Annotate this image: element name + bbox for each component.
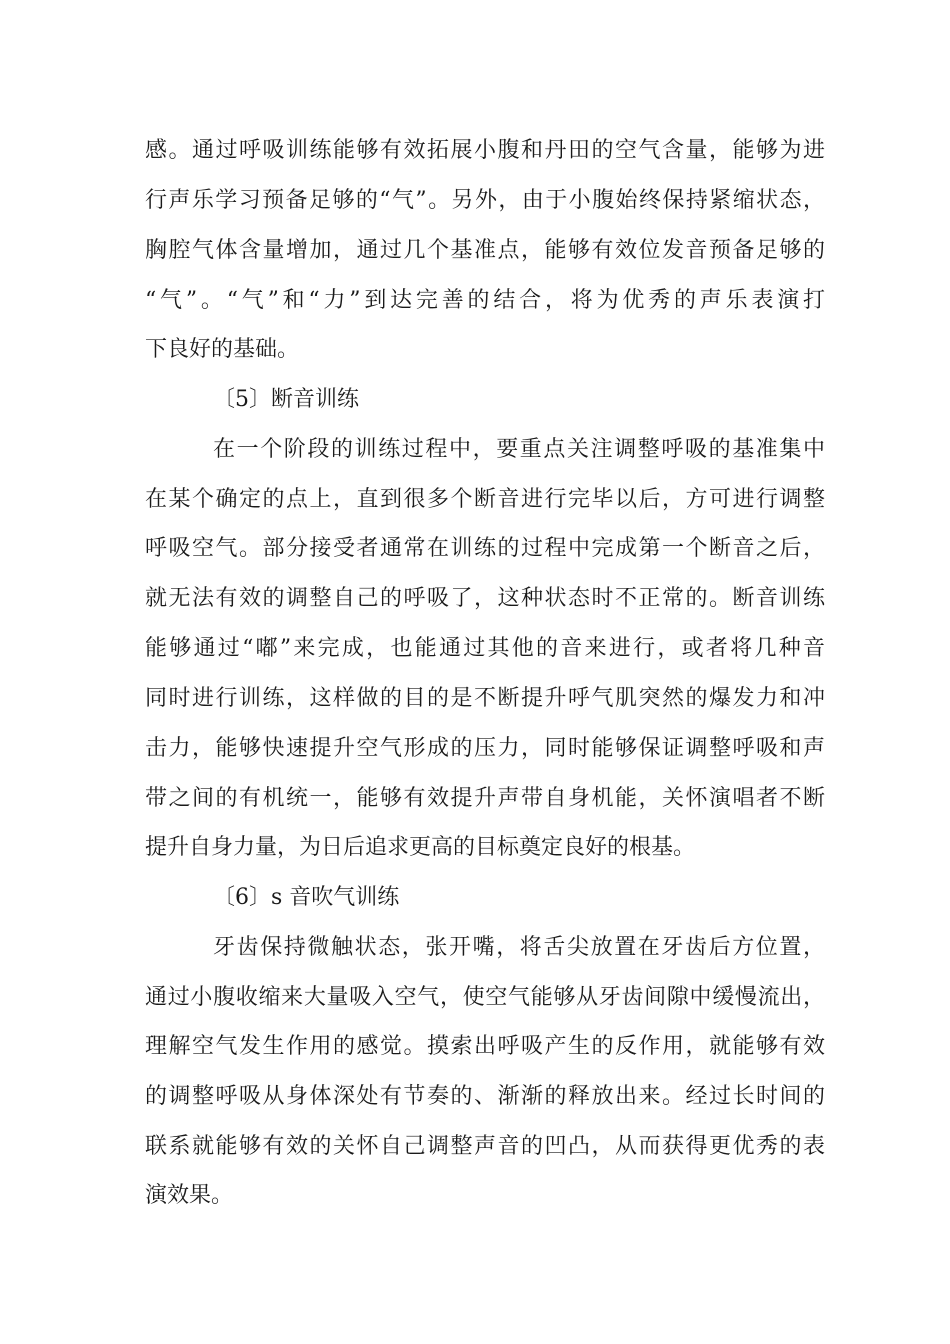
section-5-line-3: 呼吸空气。部分接受者通常在训练的过程中完成第一个断音之后， — [145, 536, 825, 561]
paragraph-1-line-2: 行声乐学习预备足够的“气”。另外，由于小腹始终保持紧缩状态， — [145, 188, 825, 213]
section-6-line-4: 的调整呼吸从身体深处有节奏的、渐渐的释放出来。经过长时间的 — [145, 1084, 825, 1109]
section-6-line-2: 通过小腹收缩来大量吸入空气，使空气能够从牙齿间隙中缓慢流出， — [145, 985, 825, 1010]
section-5-line-4: 就无法有效的调整自己的呼吸了，这种状态时不正常的。断音训练 — [145, 586, 825, 611]
paragraph-1-line-4: “气”。“气”和“力”到达完善的结合，将为优秀的声乐表演打 — [145, 288, 825, 313]
section-6-line-1: 牙齿保持微触状态，张开嘴，将舌尖放置在牙齿后方位置， — [213, 935, 825, 960]
section-5-line-5: 能够通过“嘟”来完成，也能通过其他的音来进行，或者将几种音 — [145, 636, 825, 661]
section-6-line-5: 联系就能够有效的关怀自己调整声音的凹凸，从而获得更优秀的表 — [145, 1134, 825, 1159]
section-6-line-6: 演效果。 — [145, 1183, 234, 1208]
paragraph-1-line-5: 下良好的基础。 — [145, 337, 300, 362]
section-5-line-8: 带之间的有机统一，能够有效提升声带自身机能，关怀演唱者不断 — [145, 786, 825, 811]
paragraph-1-line-3: 胸腔气体含量增加，通过几个基准点，能够有效位发音预备足够的 — [145, 238, 825, 263]
section-5-line-9: 提升自身力量，为日后追求更高的目标奠定良好的根基。 — [145, 835, 696, 860]
section-6-heading: 〔6〕s 音吹气训练 — [213, 885, 400, 910]
section-5-line-1: 在一个阶段的训练过程中，要重点关注调整呼吸的基准集中 — [213, 437, 825, 462]
section-5-line-6: 同时进行训练，这样做的目的是不断提升呼气肌突然的爆发力和冲 — [145, 686, 825, 711]
paragraph-1-line-1: 感。通过呼吸训练能够有效拓展小腹和丹田的空气含量，能够为进 — [145, 138, 825, 163]
section-5-line-2: 在某个确定的点上，直到很多个断音进行完毕以后，方可进行调整 — [145, 487, 825, 512]
section-5-line-7: 击力，能够快速提升空气形成的压力，同时能够保证调整呼吸和声 — [145, 736, 825, 761]
section-6-line-3: 理解空气发生作用的感觉。摸索出呼吸产生的反作用，就能够有效 — [145, 1034, 825, 1059]
section-5-heading: 〔5〕断音训练 — [213, 387, 359, 412]
